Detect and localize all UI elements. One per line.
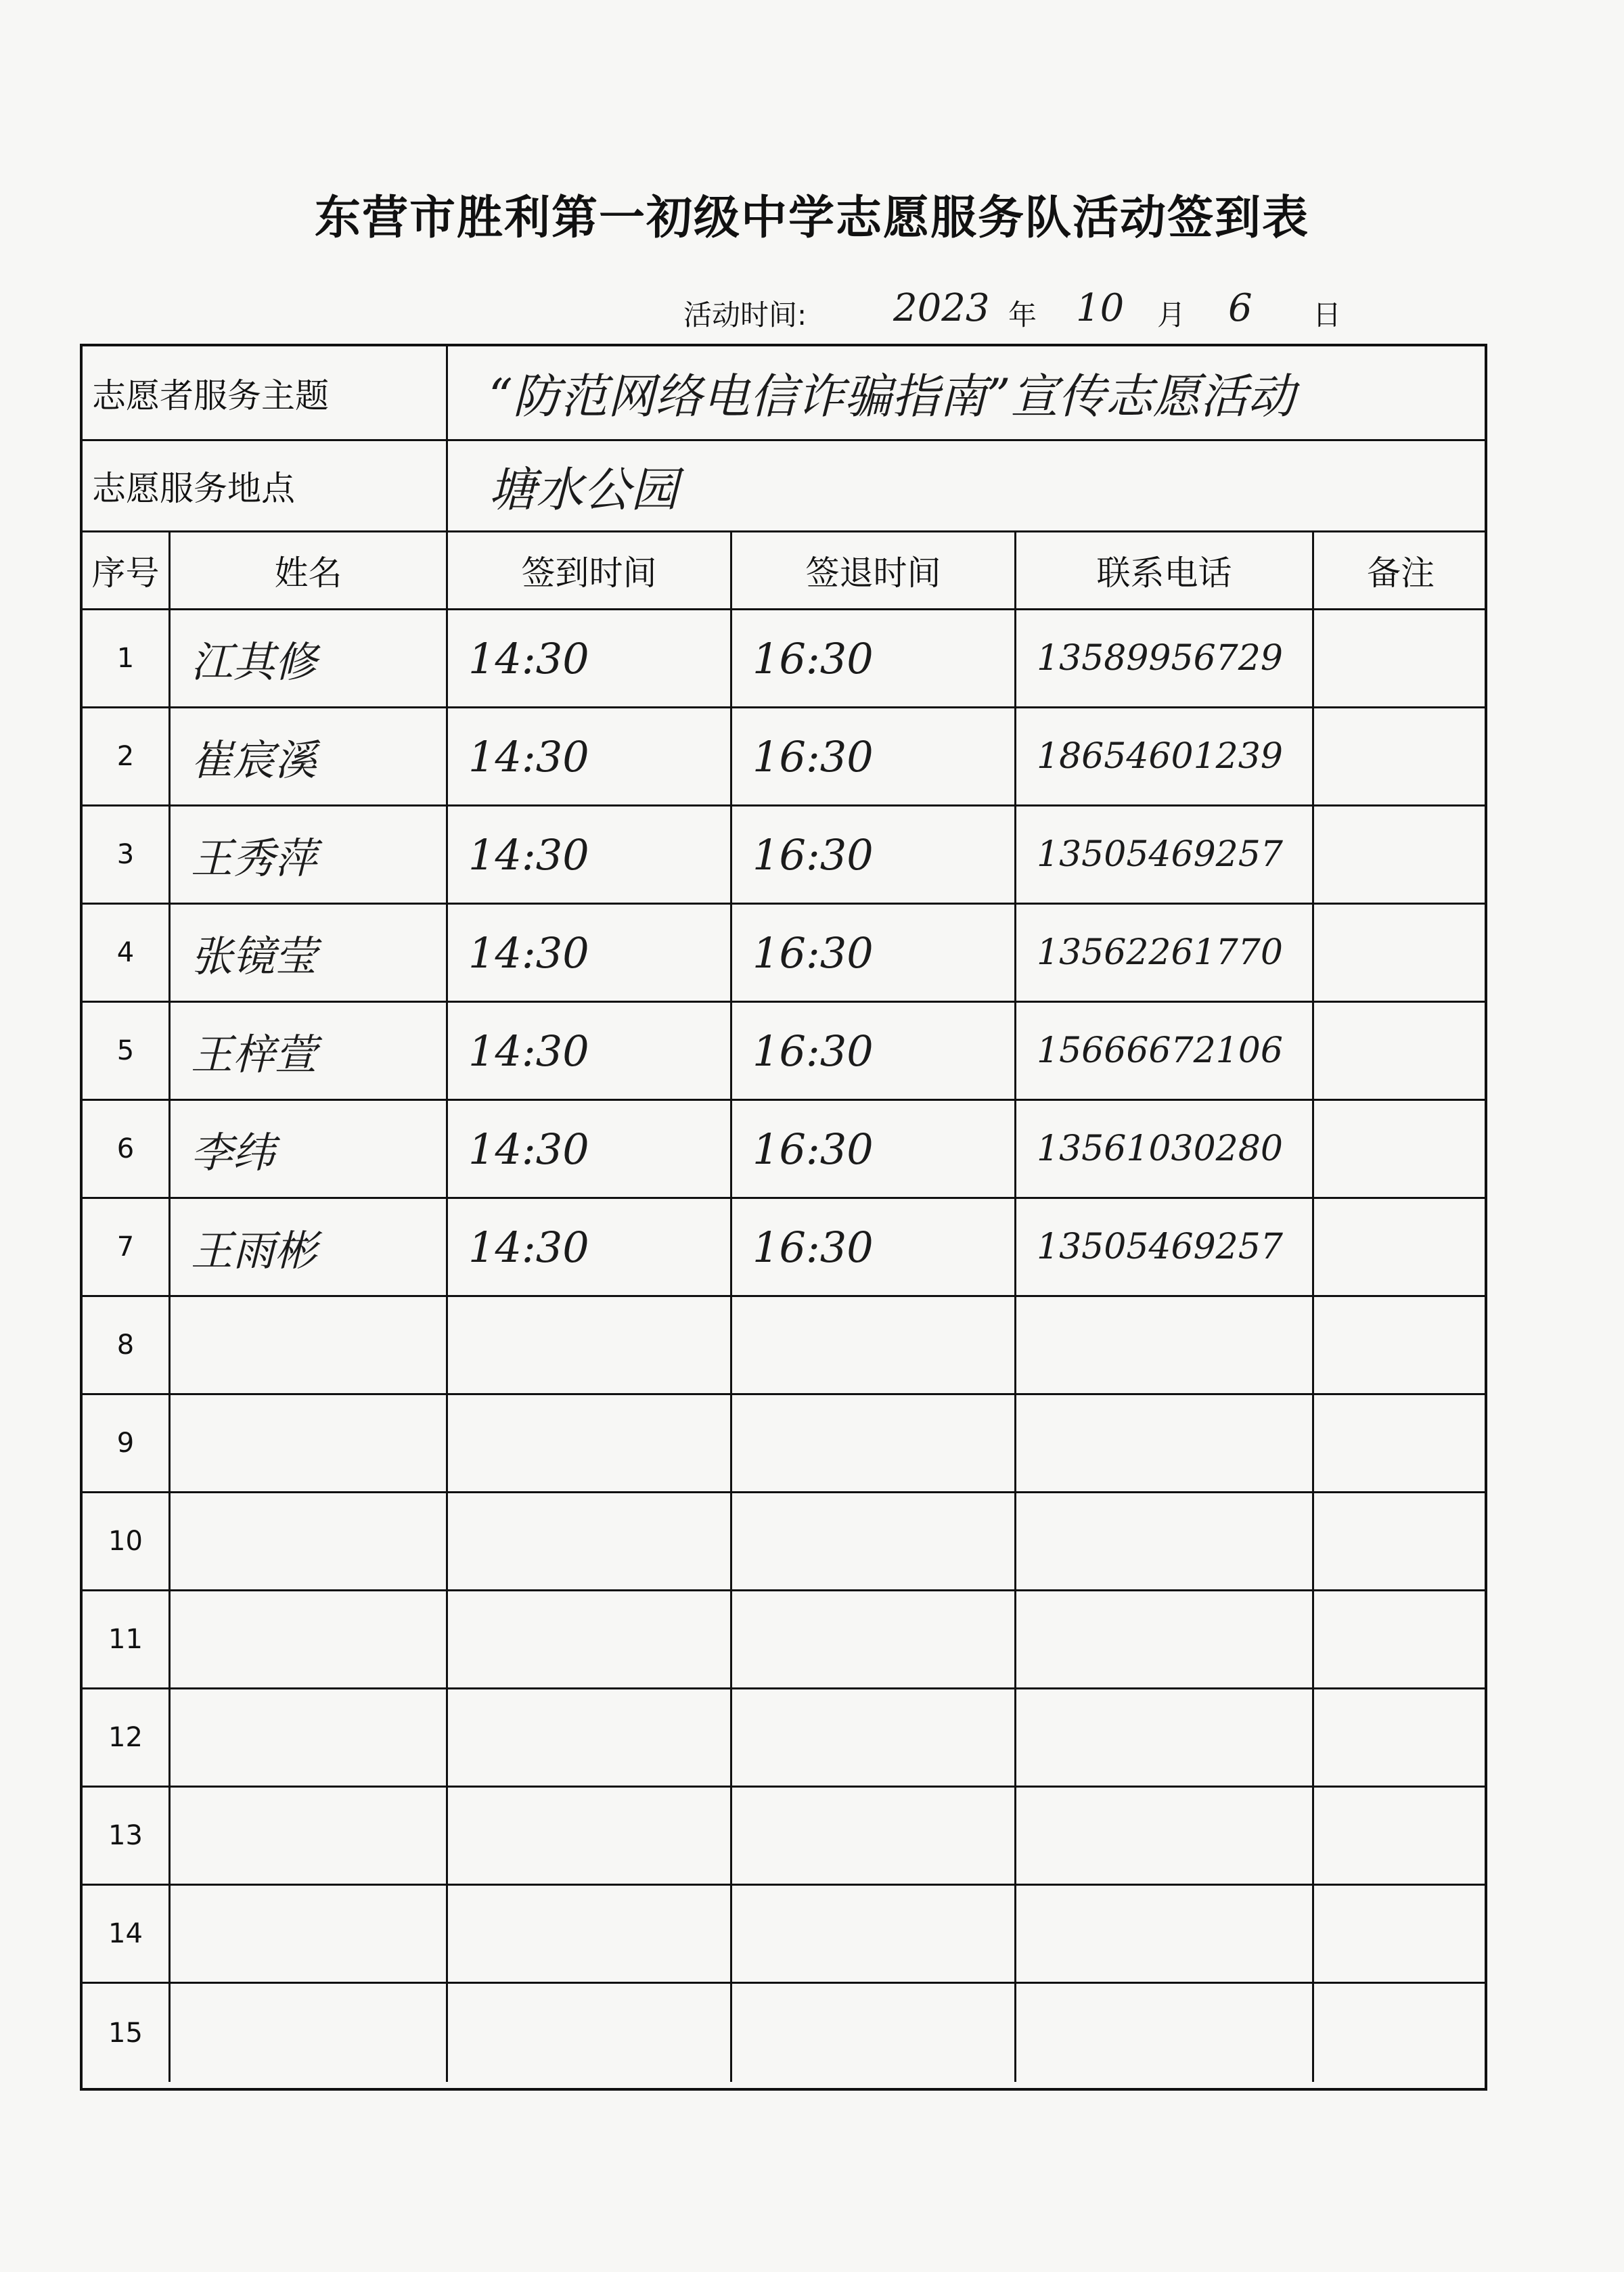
row-phone: 13562261770 [1016, 905, 1314, 1003]
row-phone [1016, 1788, 1314, 1886]
row-phone [1016, 1591, 1314, 1689]
row-checkout-time: 16:30 [732, 806, 1016, 905]
header-phone: 联系电话 [1016, 532, 1314, 610]
row-phone [1016, 1984, 1314, 2082]
row-no: 6 [83, 1101, 171, 1199]
row-checkout-time [732, 1886, 1016, 1984]
row-note [1314, 1788, 1487, 1886]
header-no: 序号 [83, 532, 171, 610]
row-checkout-time [732, 1591, 1016, 1689]
row-checkout-time: 16:30 [732, 905, 1016, 1003]
row-checkin-time: 14:30 [448, 610, 732, 708]
row-checkin-time: 14:30 [448, 905, 732, 1003]
row-checkout-time: 16:30 [732, 1101, 1016, 1199]
row-no: 9 [83, 1395, 171, 1493]
row-phone [1016, 1395, 1314, 1493]
row-checkin-time: 14:30 [448, 708, 732, 806]
row-name [171, 1689, 448, 1788]
date-month-unit: 月 [1157, 298, 1186, 332]
row-note [1314, 1689, 1487, 1788]
row-note [1314, 1297, 1487, 1395]
row-checkout-time [732, 1984, 1016, 2082]
row-no: 15 [83, 1984, 171, 2082]
row-name [171, 1788, 448, 1886]
row-checkin-time: 14:30 [448, 806, 732, 905]
row-phone: 13561030280 [1016, 1101, 1314, 1199]
row-checkout-time [732, 1493, 1016, 1591]
location-value: 塘水公园 [448, 441, 1487, 532]
row-name: 王雨彬 [171, 1199, 448, 1297]
row-checkout-time: 16:30 [732, 1199, 1016, 1297]
date-label: 活动时间: [683, 298, 807, 332]
row-checkin-time: 14:30 [448, 1101, 732, 1199]
date-year: 2023 [893, 286, 990, 330]
row-name [171, 1395, 448, 1493]
row-note [1314, 708, 1487, 806]
row-name: 李纬 [171, 1101, 448, 1199]
page-title: 东营市胜利第一初级中学志愿服务队活动签到表 [314, 191, 1309, 245]
row-checkin-time [448, 1591, 732, 1689]
row-name: 王梓萱 [171, 1003, 448, 1101]
row-name [171, 1591, 448, 1689]
row-name [171, 1886, 448, 1984]
row-phone: 13505469257 [1016, 806, 1314, 905]
row-note [1314, 1003, 1487, 1101]
row-phone: 18654601239 [1016, 708, 1314, 806]
row-name: 王秀萍 [171, 806, 448, 905]
row-note [1314, 1493, 1487, 1591]
row-phone: 13505469257 [1016, 1199, 1314, 1297]
row-phone: 13589956729 [1016, 610, 1314, 708]
row-phone: 15666672106 [1016, 1003, 1314, 1101]
row-no: 10 [83, 1493, 171, 1591]
row-phone [1016, 1886, 1314, 1984]
row-no: 3 [83, 806, 171, 905]
row-phone [1016, 1689, 1314, 1788]
row-checkout-time: 16:30 [732, 1003, 1016, 1101]
row-name: 江其修 [171, 610, 448, 708]
date-day-unit: 日 [1313, 298, 1342, 332]
row-checkin-time: 14:30 [448, 1003, 732, 1101]
row-no: 1 [83, 610, 171, 708]
row-checkin-time [448, 1493, 732, 1591]
header-name: 姓名 [171, 532, 448, 610]
row-no: 13 [83, 1788, 171, 1886]
row-no: 8 [83, 1297, 171, 1395]
row-note [1314, 610, 1487, 708]
row-note [1314, 1395, 1487, 1493]
row-name [171, 1984, 448, 2082]
signin-table [80, 344, 1487, 2091]
row-checkout-time [732, 1689, 1016, 1788]
header-checkout: 签退时间 [732, 532, 1016, 610]
row-no: 14 [83, 1886, 171, 1984]
row-checkin-time [448, 1297, 732, 1395]
row-name [171, 1493, 448, 1591]
theme-label: 志愿者服务主题 [83, 346, 448, 441]
row-name: 张镜莹 [171, 905, 448, 1003]
row-note [1314, 1984, 1487, 2082]
header-checkin: 签到时间 [448, 532, 732, 610]
row-name [171, 1297, 448, 1395]
row-checkout-time: 16:30 [732, 610, 1016, 708]
row-no: 7 [83, 1199, 171, 1297]
theme-value: “防范网络电信诈骗指南”宣传志愿活动 [448, 346, 1487, 441]
row-checkin-time [448, 1886, 732, 1984]
row-note [1314, 1591, 1487, 1689]
row-checkin-time [448, 1689, 732, 1788]
row-checkout-time: 16:30 [732, 708, 1016, 806]
row-phone [1016, 1297, 1314, 1395]
header-note: 备注 [1314, 532, 1487, 610]
row-note [1314, 1199, 1487, 1297]
row-name: 崔宸溪 [171, 708, 448, 806]
row-no: 4 [83, 905, 171, 1003]
row-no: 5 [83, 1003, 171, 1101]
row-checkout-time [732, 1297, 1016, 1395]
row-no: 12 [83, 1689, 171, 1788]
row-checkout-time [732, 1395, 1016, 1493]
row-no: 2 [83, 708, 171, 806]
row-checkin-time [448, 1395, 732, 1493]
row-note [1314, 1101, 1487, 1199]
row-checkin-time [448, 1984, 732, 2082]
row-note [1314, 1886, 1487, 1984]
date-year-unit: 年 [1008, 298, 1037, 332]
row-note [1314, 806, 1487, 905]
location-label: 志愿服务地点 [83, 441, 448, 532]
date-month: 10 [1076, 286, 1125, 330]
row-no: 11 [83, 1591, 171, 1689]
row-note [1314, 905, 1487, 1003]
date-day: 6 [1228, 286, 1253, 330]
row-checkout-time [732, 1788, 1016, 1886]
row-phone [1016, 1493, 1314, 1591]
row-checkin-time: 14:30 [448, 1199, 732, 1297]
activity-date [683, 281, 1360, 335]
row-checkin-time [448, 1788, 732, 1886]
